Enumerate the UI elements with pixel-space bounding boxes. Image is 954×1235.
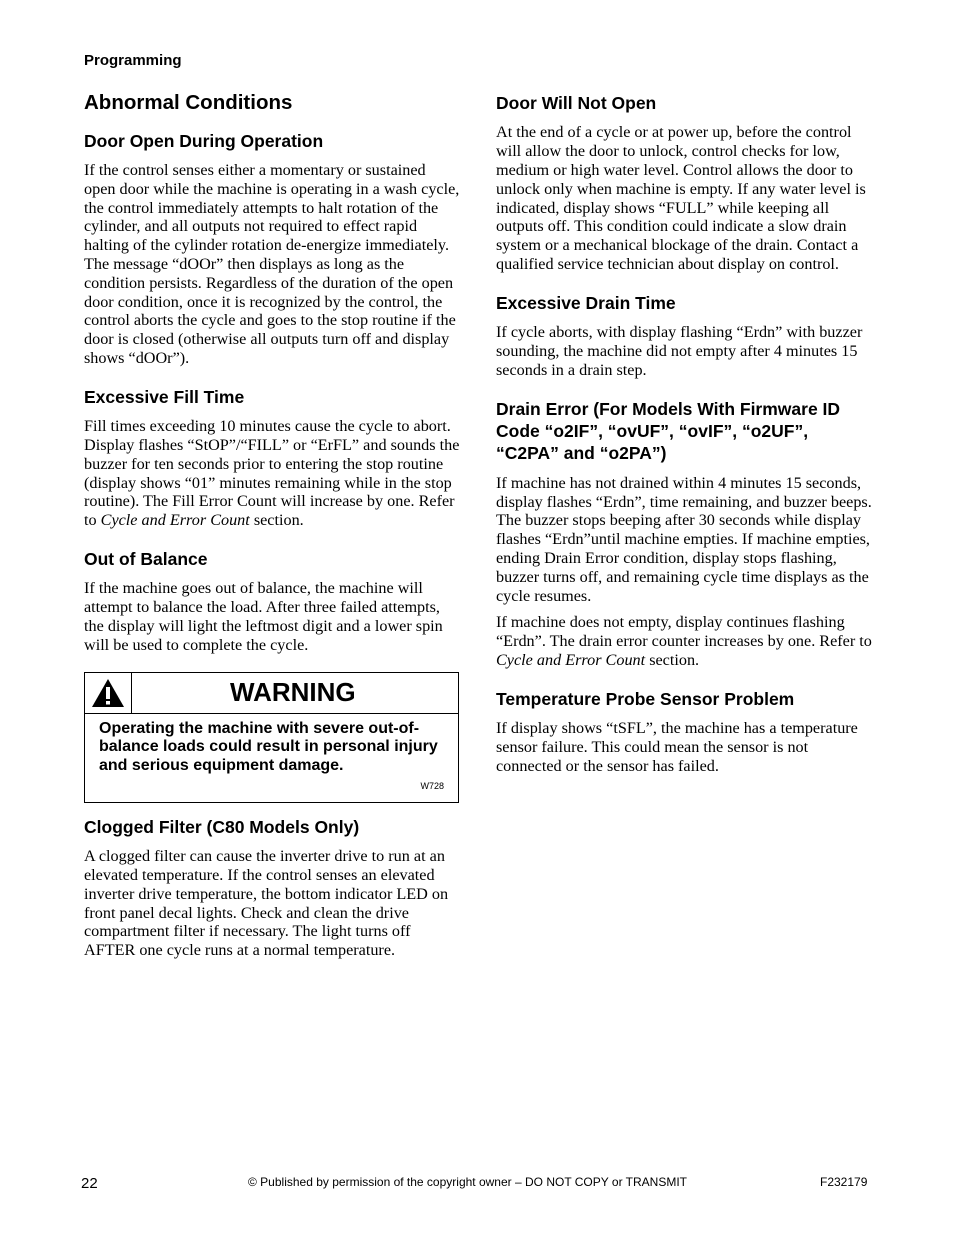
warning-header	[85, 673, 458, 714]
heading-out-of-balance: Out of Balance	[84, 548, 208, 569]
para-text: Fill times exceeding 10 minutes cause the cycle to abort. Display flashes “StOP”/“FILL” or “ErFL” and sounds the buzzer for ten seconds prior to entering the stop routine (display shows “01” minutes remaining while in the stop routine). The Fill Error Count will increase by one. Refer to	[84, 417, 460, 530]
para-temp-probe: If display shows “tSFL”, the machine has a temperature sensor failure. This could mean the sensor is not connected or the sensor has failed.	[496, 719, 858, 775]
para-door-will-not-open: At the end of a cycle or at power up, before the control will allow the door to unlock, control checks for low, medium or high water level. Control allows the door to unlock only when machine is empty. If any water level is indicated, display shows “FULL” while keeping all outputs off. This condition could indicate a slow drain system or a mechanical blockage of the drain. Contact a qualified service technician about display on control.	[496, 123, 866, 273]
document-id: F232179	[820, 1175, 868, 1189]
heading-clogged-filter: Clogged Filter (C80 Models Only)	[84, 816, 360, 837]
page-number: 22	[81, 1175, 98, 1192]
warning-body	[85, 714, 458, 802]
copyright-notice: © Published by permission of the copyright owner – DO NOT COPY or TRANSMIT	[248, 1175, 688, 1189]
para-drain-error-1: If machine has not drained within 4 minutes 15 seconds, display flashes “Erdn”, time remaining, and buzzer beeps. The buzzer stops beeping after 30 seconds while display flashes “Erdn”until machine empties. If machine empties, ending Drain Error condition, display stops flashing, buzzer turns off, and remaining cycle time displays as the cycle resumes.	[496, 473, 872, 605]
para-excessive-fill	[84, 417, 460, 530]
warning-title: WARNING	[230, 677, 356, 708]
warning-box	[84, 672, 459, 803]
para-text: If machine does not empty, display continues flashing “Erdn”. The drain error counter increases by one. Refer to	[496, 613, 872, 651]
warning-triangle-icon	[91, 678, 125, 708]
para-text: section.	[645, 650, 700, 669]
para-door-open: If the control senses either a momentary or sustained open door while the machine is operating in a wash cycle, the control immediately attempts to halt rotation of the cylinder, and all outputs not required to effect rapid halting of the cylinder rotation de-energize immediately. The message “dOOr” then displays as long as the condition persists. Regardless of the duration of the open door condition, once it is recognized by the control, the control aborts the cycle and goes to the stop routine if the door is closed (otherwise all outputs turn off and display shows “dOOr”).	[84, 161, 460, 367]
heading-door-will-not-open: Door Will Not Open	[496, 93, 657, 113]
heading-temp-probe: Temperature Probe Sensor Problem	[496, 688, 795, 709]
para-clogged-filter: A clogged filter can cause the inverter drive to run at an elevated temperature. If the control senses an elevated inverter drive temperature, the bottom indicator LED on front panel decal lights. Check and clean the drive compartment filter if necessary. The light turns off AFTER one cycle runs at a normal temperature.	[84, 847, 449, 960]
heading-door-open: Door Open During Operation	[84, 130, 324, 151]
cross-reference: Cycle and Error Count	[496, 650, 646, 669]
para-out-of-balance: If the machine goes out of balance, the machine will attempt to balance the load. After three failed attempts, the display will light the leftmost digit and a lower spin will be used to complete the cycle.	[84, 579, 443, 654]
para-drain-error-2	[496, 613, 872, 669]
para-text: section.	[249, 511, 304, 530]
heading-drain-error: Drain Error (For Models With Firmware ID Code “o2IF”, “ovUF”, “ovIF”, “o2UF”, “C2PA” and “o2PA”)	[496, 398, 841, 464]
cross-reference: Cycle and Error Count	[100, 511, 250, 530]
heading-excessive-fill: Excessive Fill Time	[84, 386, 245, 407]
warning-code: W728	[420, 781, 444, 792]
warning-text: Operating the machine with severe out-of-balance loads could result in personal injury and serious equipment damage.	[99, 719, 438, 774]
warning-icon-cell	[85, 673, 132, 713]
left-column	[84, 90, 460, 978]
running-header: Programming	[84, 52, 182, 69]
para-excessive-drain: If cycle aborts, with display flashing “Erdn” with buzzer sounding, the machine did not empty after 4 minutes 15 seconds in a drain step.	[496, 323, 863, 379]
section-title: Abnormal Conditions	[84, 91, 293, 114]
heading-excessive-drain: Excessive Drain Time	[496, 292, 676, 313]
right-column	[496, 90, 872, 793]
